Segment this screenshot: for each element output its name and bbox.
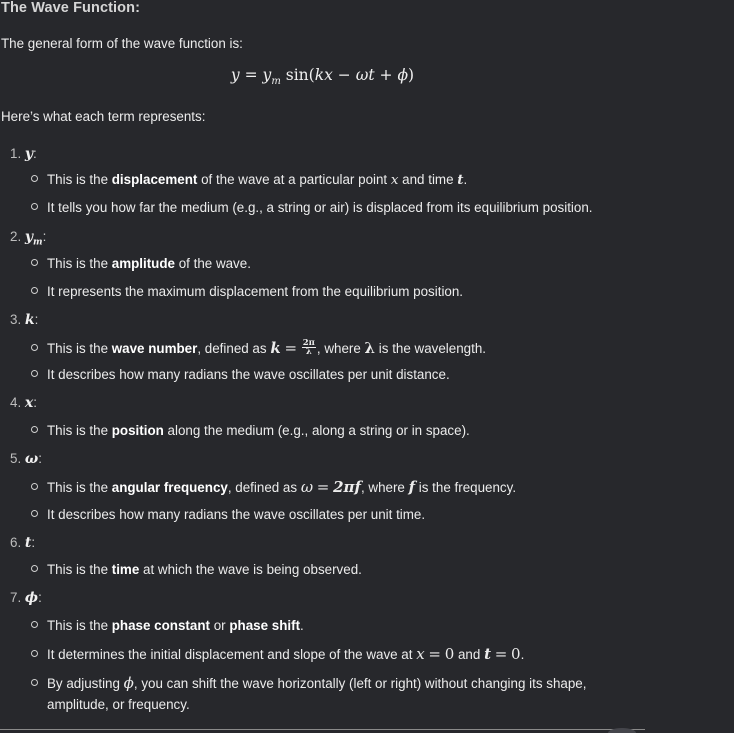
text: It tells you how far the medium (e.g., a string or air) is displaced from its equilibrium position.: [47, 200, 593, 215]
hollow-bullet-icon: [31, 370, 38, 377]
text: and: [454, 647, 485, 662]
bold-term: position: [111, 423, 164, 438]
item-symbol: ω: [24, 451, 39, 467]
hollow-bullet-icon: [31, 287, 38, 294]
text: , defined as: [227, 480, 301, 495]
text: This is the: [47, 618, 112, 633]
eq-equals: =: [244, 66, 258, 84]
text: It represents the maximum displacement from the equilibrium position.: [47, 284, 464, 299]
text: .: [300, 618, 304, 633]
eq-amplitude: y: [262, 66, 272, 84]
text: It describes how many radians the wave oscillates per unit distance.: [47, 367, 450, 382]
math-phi: ϕ: [123, 674, 134, 692]
text: is the frequency.: [415, 480, 517, 495]
item-index: 6.: [10, 535, 22, 550]
text: is the wavelength.: [375, 341, 486, 356]
hollow-bullet-icon: [31, 510, 38, 517]
list-item-ym: 2. $y_m$:: [10, 229, 47, 248]
item-index: 7.: [10, 590, 22, 605]
eq-amplitude-sub: m: [271, 76, 281, 88]
fraction: [302, 339, 316, 356]
item-index: 2.: [10, 229, 22, 244]
text: at which the wave is being observed.: [139, 562, 362, 577]
hollow-bullet-icon: [31, 259, 38, 266]
text: of the wave at a particular point: [197, 172, 391, 187]
fraction-denominator: λ: [305, 346, 312, 357]
text: This is the: [47, 341, 112, 356]
eq-minus: −: [337, 66, 351, 84]
text: .: [463, 172, 468, 187]
item-symbol: y: [24, 229, 34, 245]
divider: [0, 729, 645, 730]
math-x: x: [416, 645, 425, 663]
text: By adjusting: [47, 676, 124, 691]
math-t: t: [484, 645, 491, 663]
text: This is the: [47, 480, 112, 495]
bullet-item: [31, 256, 251, 271]
bullet-item: [31, 172, 467, 188]
text: This is the: [47, 562, 112, 577]
bullet-item: [31, 674, 586, 692]
item-symbol: k: [24, 312, 35, 328]
item-index: 4.: [10, 395, 22, 410]
hollow-bullet-icon: [31, 650, 38, 657]
bold-term: displacement: [111, 172, 198, 187]
text: along the medium (e.g., along a string or in space).: [163, 423, 470, 438]
bold-term: wave number: [111, 341, 198, 356]
fraction-numerator: 2π: [302, 337, 315, 348]
text: , you can shift the wave horizontally (left or right) without changing its shape,: [133, 676, 587, 691]
bullet-item: [31, 618, 304, 633]
eq-kx: kx: [314, 66, 333, 84]
eq-phi: ϕ: [397, 66, 409, 84]
math-equals: =: [316, 478, 330, 496]
item-symbol-sub: m: [33, 237, 43, 248]
bold-term: amplitude: [111, 256, 175, 271]
bullet-item: [31, 423, 470, 438]
intro-text: The general form of the wave function is:: [1, 36, 243, 51]
hollow-bullet-icon: [31, 344, 38, 351]
text: This is the: [47, 256, 112, 271]
scroll-button[interactable]: [608, 728, 636, 733]
hollow-bullet-icon: [31, 679, 38, 686]
eq-lhs: y: [230, 66, 240, 84]
hollow-bullet-icon: [31, 175, 38, 182]
eq-plus: +: [379, 66, 393, 84]
list-item-omega: 5. ω:: [10, 451, 42, 467]
item-symbol: ϕ: [24, 590, 39, 606]
math-f: f: [408, 478, 416, 496]
bold-term: phase constant: [111, 618, 210, 633]
terms-intro: Here’s what each term represents:: [1, 109, 206, 124]
text: This is the: [47, 172, 112, 187]
text: or: [209, 618, 230, 633]
bold-term: phase shift: [229, 618, 301, 633]
section-heading: The Wave Function:: [1, 0, 141, 16]
text: , where: [316, 341, 365, 356]
text: , defined as: [197, 341, 271, 356]
text: and time: [398, 172, 458, 187]
item-symbol: x: [24, 395, 34, 411]
math-omega: ω: [300, 478, 314, 496]
list-item-k: 3. k:: [10, 312, 39, 328]
bullet-item: [31, 284, 463, 299]
math-equals: =: [428, 645, 441, 663]
math-x: x: [390, 173, 399, 188]
eq-sin: sin(: [285, 66, 315, 84]
bullet-item: [31, 562, 362, 577]
item-symbol: y: [24, 146, 34, 162]
item-index: 5.: [10, 451, 22, 466]
item-index: 1.: [10, 146, 22, 161]
list-item-t: 6. t:: [10, 535, 36, 551]
math-t: t: [457, 172, 464, 188]
bullet-item: [31, 507, 425, 522]
eq-omega-t: ωt: [355, 66, 375, 84]
math-equals: =: [494, 645, 508, 663]
hollow-bullet-icon: [31, 621, 38, 628]
text: , where: [360, 480, 409, 495]
math-equals: =: [284, 339, 298, 357]
list-item-phi: 7. ϕ:: [10, 590, 42, 606]
wave-equation: [0, 66, 645, 87]
bold-term: time: [111, 562, 140, 577]
math-k: k: [270, 339, 281, 357]
math-zero: 0: [511, 645, 521, 663]
item-index: 3.: [10, 312, 22, 327]
item-symbol: t: [24, 535, 32, 551]
bullet-item: [31, 645, 524, 663]
hollow-bullet-icon: [31, 203, 38, 210]
bullet-item: [31, 339, 486, 358]
hollow-bullet-icon: [31, 483, 38, 490]
math-lambda: λ: [364, 339, 376, 357]
bullet-item: [31, 200, 593, 215]
list-item-x: 4. x:: [10, 395, 37, 411]
eq-close: ): [408, 66, 415, 84]
text: .: [520, 647, 525, 662]
bullet-item: [31, 478, 516, 496]
text: It determines the initial displacement and slope of the wave at: [47, 647, 417, 662]
hollow-bullet-icon: [31, 565, 38, 572]
text: It describes how many radians the wave oscillates per unit time.: [47, 507, 426, 522]
bullet-continuation: amplitude, or frequency.: [47, 697, 190, 712]
text: of the wave.: [175, 256, 251, 271]
hollow-bullet-icon: [31, 426, 38, 433]
list-item-y: 1. y:: [10, 146, 37, 162]
text: This is the: [47, 423, 112, 438]
bullet-item: [31, 367, 450, 382]
bold-term: angular frequency: [111, 480, 228, 495]
math-2pif: 2πf: [333, 478, 361, 496]
math-zero: 0: [444, 645, 455, 663]
